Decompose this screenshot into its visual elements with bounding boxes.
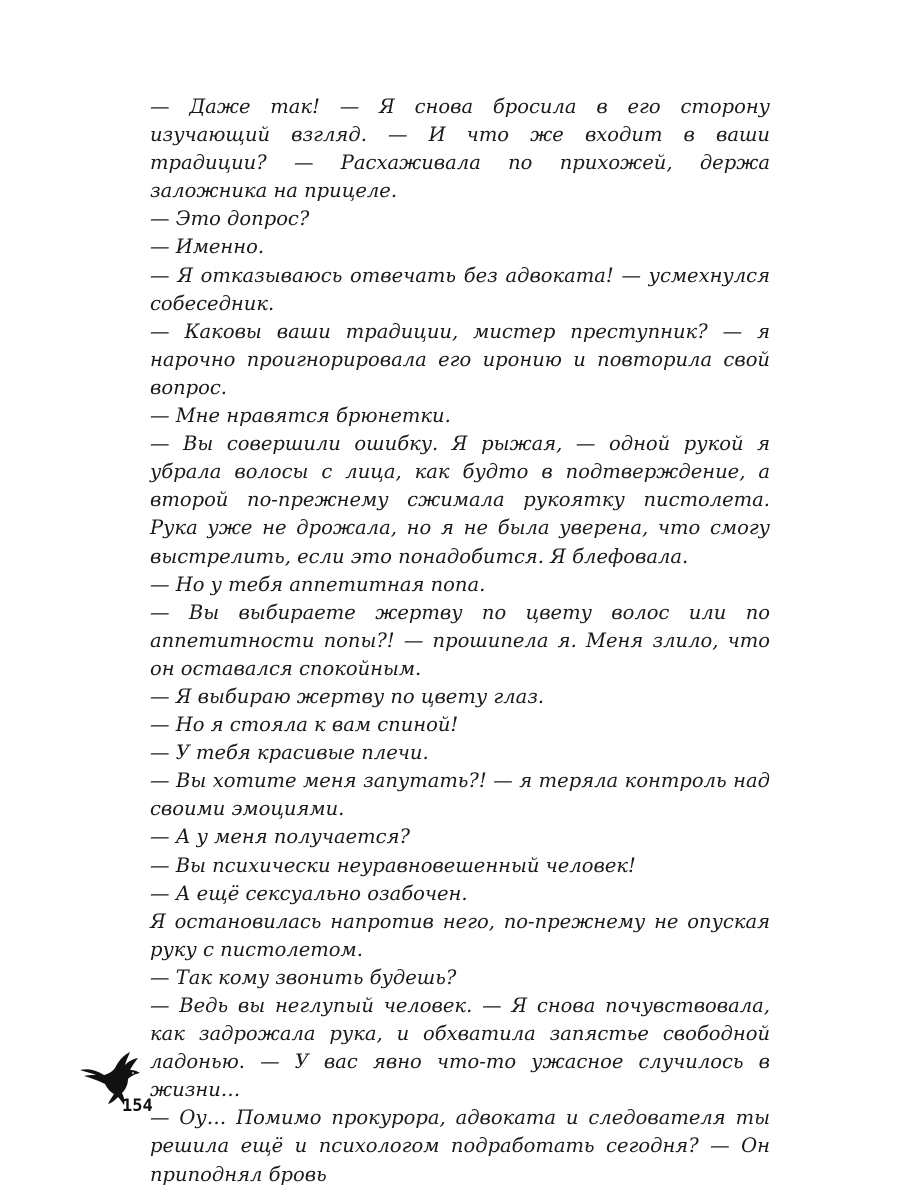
paragraph: — Это допрос? bbox=[150, 207, 310, 231]
body-text bbox=[150, 93, 770, 1189]
paragraph: — Именно. bbox=[150, 235, 265, 259]
paragraph: — Вы выбираете жертву по цвету волос или по аппетитности попы?! — прошипела я. Меня злило, что он оставался спокойным. bbox=[150, 600, 770, 680]
paragraph: — Но у тебя аппетитная попа. bbox=[150, 572, 486, 596]
paragraph: — Я выбираю жертву по цвету глаз. bbox=[150, 684, 545, 708]
page-number: 154 bbox=[122, 1096, 153, 1116]
paragraph: — Мне нравятся брюнетки. bbox=[150, 404, 451, 428]
paragraph: — Так кому звонить будешь? bbox=[150, 965, 457, 989]
paragraph: — Вы хотите меня запутать?! — я теряла контроль над своими эмоциями. bbox=[150, 769, 770, 821]
paragraph: — Вы совершили ошибку. Я рыжая, — одной рукой я убрала волосы с лица, как будто в подтверждение, а второй по-прежнему сжимала рукоятку пистолета. Рука уже не дрожала, но я не была уверена, что смогу выстрелить, если это понадобится. Я блефовала. bbox=[150, 432, 770, 568]
paragraph: — Ведь вы неглупый человек. — Я снова почувствовала, как задрожала рука, и обхватила запястье свободной ладонью. — У вас явно что-то ужасное случилось в жизни… bbox=[150, 994, 770, 1102]
paragraph: — Я отказываюсь отвечать без адвоката! — усмехнулся собеседник. bbox=[150, 263, 770, 315]
paragraph: — У тебя красивые плечи. bbox=[150, 741, 429, 765]
paragraph: Я остановилась напротив него, по-прежнему не опуская руку с пистолетом. bbox=[150, 909, 770, 961]
paragraph: — Каковы ваши традиции, мистер преступник? — я нарочно проигнорировала его иронию и повторила свой вопрос. bbox=[150, 319, 770, 399]
paragraph: — Но я стояла к вам спиной! bbox=[150, 713, 459, 737]
paragraph: — Оу… Помимо прокурора, адвоката и следователя ты решила ещё и психологом подработать сегодня? — Он приподнял бровь bbox=[150, 1106, 770, 1186]
paragraph: — А ещё сексуально озабочен. bbox=[150, 881, 468, 905]
paragraph: — Вы психически неуравновешенный человек! bbox=[150, 853, 636, 877]
paragraph: — Даже так! — Я снова бросила в его сторону изучающий взгляд. — И что же входит в ваши традиции? — Расхаживала по прихожей, держа заложника на прицеле. bbox=[150, 95, 770, 203]
page-footer bbox=[78, 1048, 198, 1118]
paragraph: — А у меня получается? bbox=[150, 825, 410, 849]
